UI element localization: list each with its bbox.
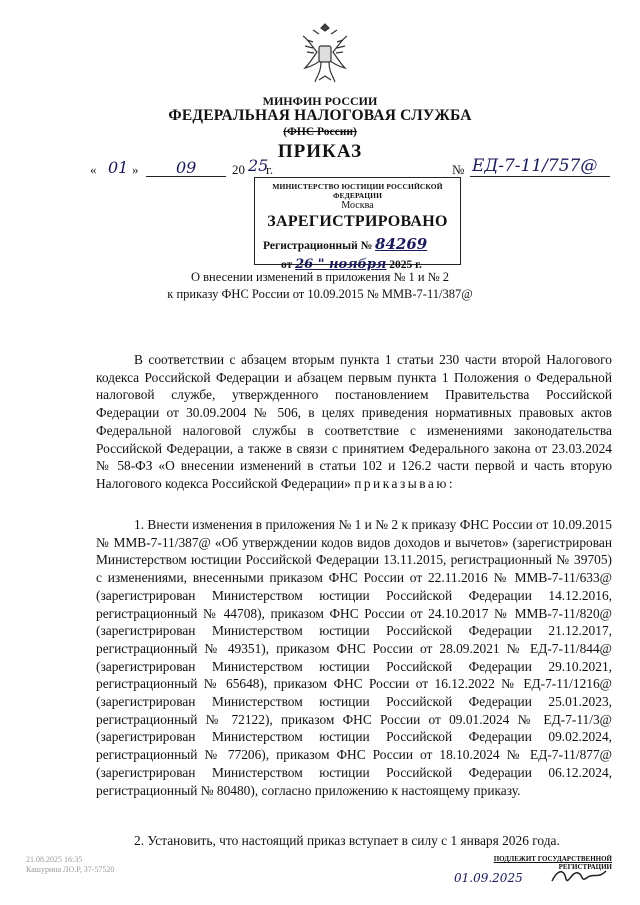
stamp-reg-line — [263, 235, 460, 253]
service-heading: ФЕДЕРАЛЬНАЯ НАЛОГОВАЯ СЛУЖБА — [168, 107, 472, 124]
gov-stamp-date: 01.09.2025 — [454, 871, 523, 885]
print-note — [26, 855, 114, 875]
service-abbr: (ФНС России) — [283, 126, 357, 138]
date-year-suffix: г. — [266, 162, 274, 177]
date-year-prefix: 20 — [232, 162, 245, 177]
stamp-date-year: 2025 г. — [389, 259, 422, 271]
doc-title — [0, 269, 640, 303]
stamp-city: Москва — [341, 200, 374, 211]
gov-stamp-line2: РЕГИСТРАЦИИ — [558, 863, 612, 871]
item-2-paragraph: 2. Установить, что настоящий приказ вступает в силу с 1 января 2026 года. — [134, 833, 560, 848]
doc-title-line2: к приказу ФНС России от 10.09.2015 № ММВ-7-11/387@ — [167, 287, 473, 301]
print-note-line2: Кашурина ЛО.Р, 37-57520 — [26, 865, 115, 874]
date-year: 25 — [248, 156, 269, 175]
emblem-icon — [295, 18, 355, 90]
signature-icon — [548, 865, 612, 887]
date-line: « 01 » 09 20 25 г. № ЕД-7-11/757@ — [90, 160, 610, 182]
stamp-org: МИНИСТЕРСТВО ЮСТИЦИИ РОССИЙСКОЙ ФЕДЕРАЦИИ — [272, 182, 443, 200]
preamble-text: В соответствии с абзацем вторым пункта 1 статьи 230 части второй Налогового кодекса Российской Федерации и абзацем первым пункта 1 Положения о Федеральной налоговой службе, утвержденного постановлением Правительства Российской Федерации от 30.09.2004 № 506, в целях приведения нормативных правовых актов Федеральной налоговой службы в соответствие с изменениями законодательства Российской Федерации, а также в связи с принятием Федерального закона от 23.03.2024 № 58-ФЗ «О внесении изменений в статьи 102 и 126.2 части первой и часть вторую Налогового кодекса Российской Федерации» — [96, 352, 612, 491]
order-number: ЕД-7-11/757@ — [472, 156, 598, 176]
order-word: приказываю: — [354, 475, 456, 491]
item-1-paragraph: 1. Внести изменения в приложения № 1 и № 2 к приказу ФНС России от 10.09.2015 № ММВ-7-11/387@ «Об утверждении кодов видов доходов и вычетов» (зарегистрирован Министерством юстиции Российской Федерации 13.11.2015, регистрационный № 39705) с изменениями, внесенными приказом ФНС России от 22.11.2016 № ММВ-7-11/633@ (зарегистрирован Министерством юстиции Российской Федерации 14.12.2016, регистрационный № 44708), приказом ФНС России от 24.10.2017 № ММВ-7-11/820@ (зарегистрирован Министерством юстиции Российской Федерации 21.12.2017, регистрационный № 49351), приказом ФНС России от 28.09.2021 № ЕД-7-11/844@ (зарегистрирован Министерством юстиции Российской Федерации 29.10.2021, регистрационный № 65648), приказом ФНС России от 16.12.2022 № ЕД-7-11/1216@ (зарегистрирован Министерством юстиции Российской Федерации 25.01.2023, регистрационный № 72122), приказом ФНС России от 09.01.2024 № ЕД-7-11/3@ (зарегистрирован Министерством юстиции Российской Федерации 09.02.2024, регистрационный № 77206), приказом ФНС России от 18.10.2024 № ЕД-7-11/877@ (зарегистрирован Министерством юстиции Российской Федерации 06.12.2024, регистрационный № 80480), согласно приложению к настоящему приказу. — [96, 517, 612, 798]
gov-stamp-line1: ПОДЛЕЖИТ ГОСУДАРСТВЕННОЙ — [493, 855, 612, 863]
preamble-paragraph — [96, 351, 612, 493]
stamp-date-label: от — [281, 259, 293, 271]
print-note-line1: 21.08.2025 16:35 — [26, 855, 83, 864]
doc-type: ПРИКАЗ — [277, 141, 363, 162]
registration-stamp — [254, 177, 461, 272]
number-sign: № — [452, 162, 465, 177]
date-month: 09 — [176, 158, 197, 177]
stamp-date-value: 26 " ноября — [295, 257, 387, 272]
stamp-reg-number: 84269 — [375, 235, 428, 253]
date-day: 01 — [108, 158, 129, 177]
doc-title-line1: О внесении изменений в приложения № 1 и № 2 — [190, 270, 450, 284]
gov-registration-stamp — [452, 855, 612, 887]
stamp-status: ЗАРЕГИСТРИРОВАНО — [267, 213, 448, 230]
ministry-heading: МИНФИН РОССИИ — [262, 94, 378, 108]
stamp-reg-label: Регистрационный № — [263, 240, 373, 252]
